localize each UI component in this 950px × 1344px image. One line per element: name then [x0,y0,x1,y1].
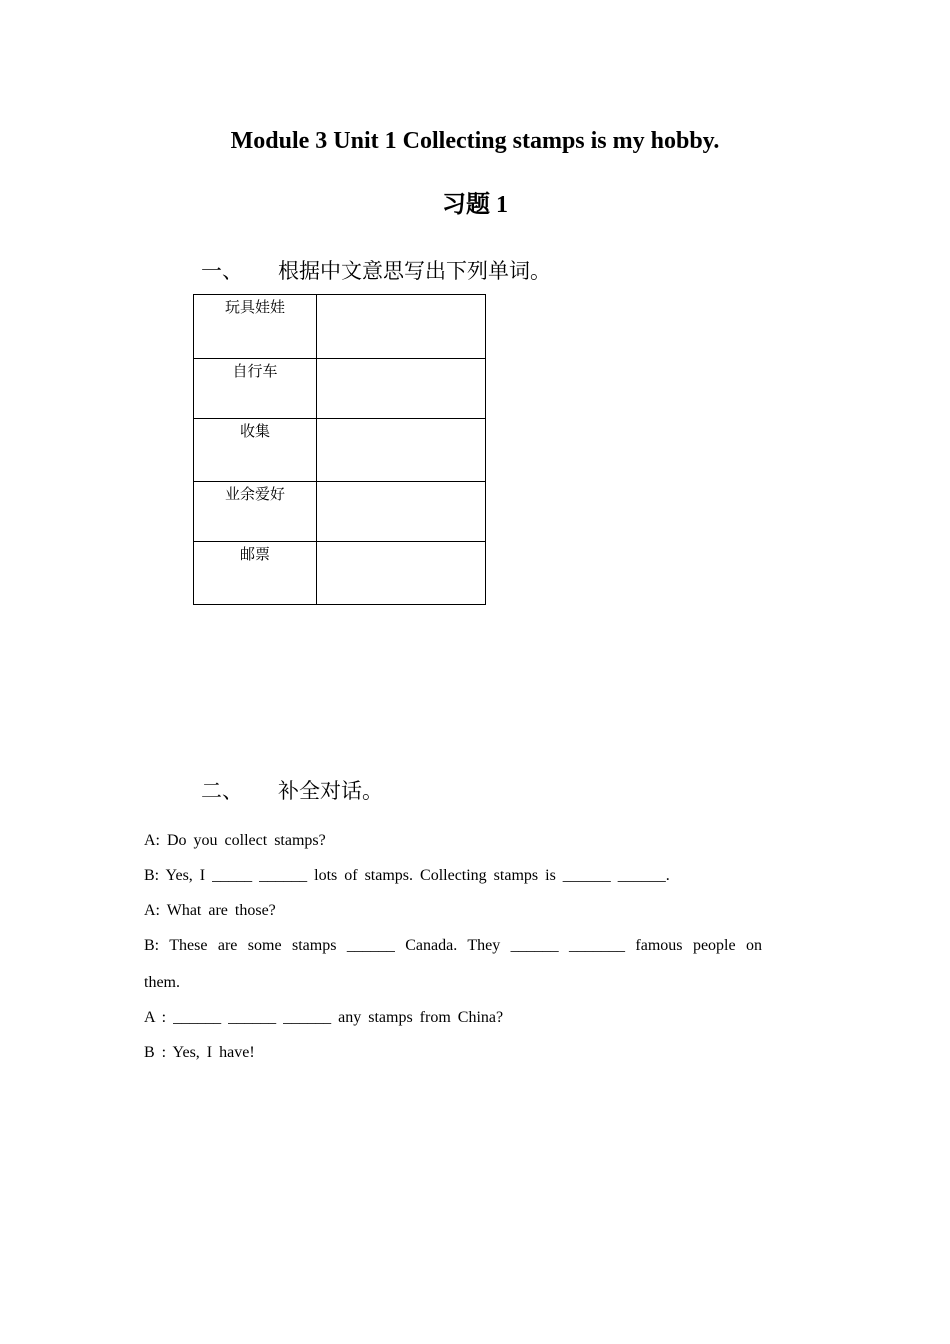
dialog-line: B: Yes, I _____ ______ lots of stamps. Collecting stamps is ______ ______. [144,867,670,884]
answer-cell[interactable] [317,482,486,542]
page-title: Module 3 Unit 1 Collecting stamps is my hobby. [230,128,720,154]
table-row [194,542,486,605]
answer-cell[interactable] [317,542,486,605]
section-1-instruction: 根据中文意思写出下列单词。 [278,259,551,283]
dialog-line: A: Do you collect stamps? [144,832,326,849]
table-row [194,359,486,419]
chinese-word-cell: 收集 [194,419,317,482]
table-row [194,482,486,542]
chinese-word-cell: 玩具娃娃 [194,295,317,359]
dialog-line: B: These are some stamps ______ Canada. They ______ _______ famous people on [144,937,762,954]
section-2-number: 二、 [201,779,243,803]
vocabulary-table [193,294,486,605]
table-row [194,295,486,359]
section-1-heading [201,256,551,286]
dialog-line: them. [144,974,180,991]
chinese-word-cell: 自行车 [194,359,317,419]
answer-cell[interactable] [317,359,486,419]
dialog-line: A: What are those? [144,902,276,919]
section-1-number: 一、 [201,259,243,283]
section-2-heading [201,776,383,806]
answer-cell[interactable] [317,419,486,482]
dialog-line: B : Yes, I have! [144,1044,255,1061]
section-2-instruction: 补全对话。 [278,779,383,803]
chinese-word-cell: 邮票 [194,542,317,605]
table-row [194,419,486,482]
dialog-line: A : ______ ______ ______ any stamps from China? [144,1009,504,1026]
chinese-word-cell: 业余爱好 [194,482,317,542]
page-subtitle: 习题 1 [442,192,508,218]
answer-cell[interactable] [317,295,486,359]
